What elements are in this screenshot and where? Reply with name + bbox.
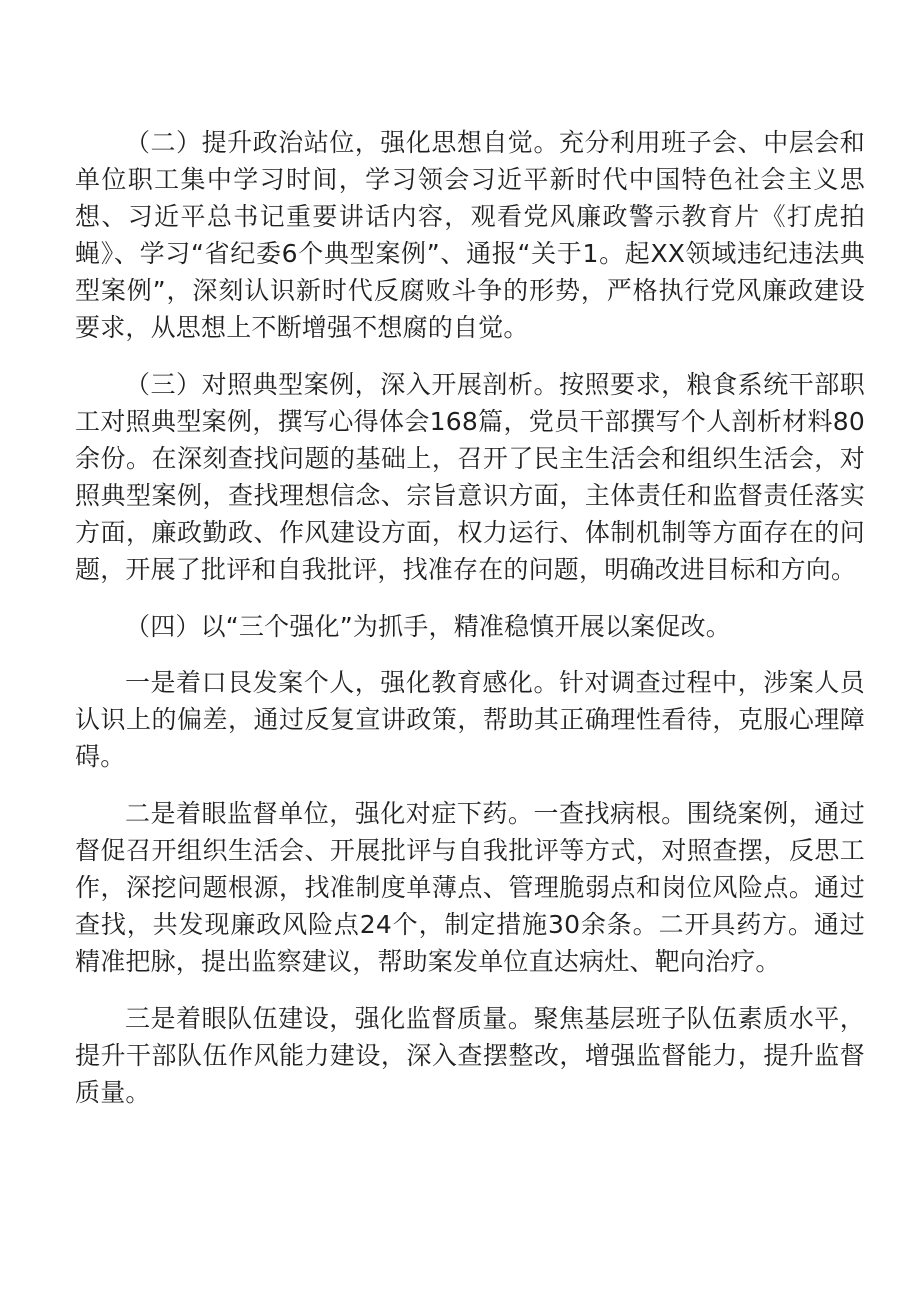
paragraph-case-analysis: （三）对照典型案例，深入开展剖析。按照要求，粮食系统干部职工对照典型案例，撰写心得体会168篇，党员干部撰写个人剖析材料80余份。在深刻查找问题的基础上，召开了民主生活会和组织生活会，对照典型案例，查找理想信念、宗旨意识方面，主体责任和监督责任落实方面，廉政勤政、作风建设方面，权力运行、体制机制等方面存在的问题，开展了批评和自我批评，找准存在的问题，明确改进目标和方向。 [75, 370, 865, 584]
paragraph-team-building: 三是着眼队伍建设，强化监督质量。聚焦基层班子队伍素质水平，提升干部队伍作风能力建设，深入查摆整改，增强监督能力，提升监督质量。 [75, 1004, 865, 1107]
paragraph-three-strengthenings-heading: （四）以“三个强化”为抓手，精准稳慎开展以案促改。 [125, 612, 731, 641]
paragraph-political-awareness: （二）提升政治站位，强化思想自觉。充分利用班子会、中层会和单位职工集中学习时间，学习领会习近平新时代中国特色社会主义思想、习近平总书记重要讲话内容，观看党风廉政警示教育片《打虎拍蝇》、学习“省纪委6个典型案例”、通报“关于1。起XX领域违纪违法典型案例”，深刻认识新时代反腐败斗争的形势，严格执行党风廉政建设要求，从思想上不断增强不想腐的自觉。 [75, 128, 865, 342]
paragraph-unit-supervision: 二是着眼监督单位，强化对症下药。一查找病根。围绕案例，通过督促召开组织生活会、开展批评与自我批评等方式，对照查摆，反思工作，深挖问题根源，找准制度单薄点、管理脆弱点和岗位风险点。通过查找，共发现廉政风险点24个，制定措施30余条。二开具药方。通过精准把脉，提出监察建议，帮助案发单位直达病灶、靶向治疗。 [75, 799, 865, 976]
paragraph-individual-education: 一是着口艮发案个人，强化教育感化。针对调查过程中，涉案人员认识上的偏差，通过反复宣讲政策，帮助其正确理性看待，克服心理障碍。 [75, 668, 865, 771]
document-body [75, 124, 865, 1111]
